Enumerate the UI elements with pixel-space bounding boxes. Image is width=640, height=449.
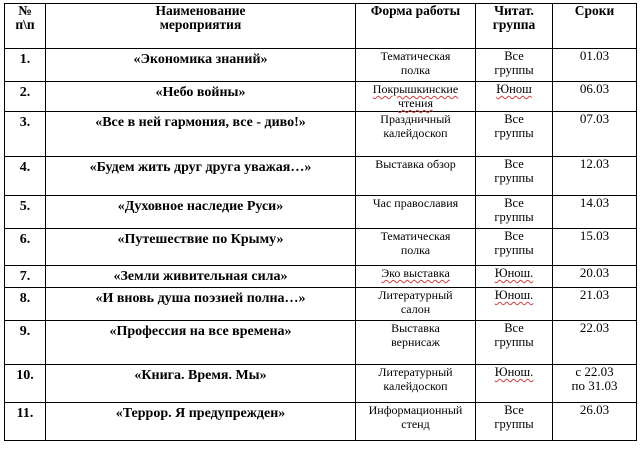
row-num: 5. <box>5 196 46 229</box>
row-name: «Земли живительная сила» <box>46 266 356 288</box>
row-form: Выставка вернисаж <box>356 321 476 365</box>
row-group: Все группы <box>476 196 553 229</box>
row-group: Все группы <box>476 157 553 196</box>
row-group: Все группы <box>476 403 553 441</box>
row-group: Юнош. <box>476 266 553 288</box>
row-date: 21.03 <box>553 288 637 321</box>
header-group: Читат. группа <box>476 4 553 49</box>
table-row <box>5 49 637 82</box>
row-date: 22.03 <box>553 321 637 365</box>
row-name: «Книга. Время. Мы» <box>46 365 356 403</box>
row-group: Все группы <box>476 321 553 365</box>
row-date: 12.03 <box>553 157 637 196</box>
row-num: 8. <box>5 288 46 321</box>
table-row <box>5 112 637 157</box>
row-form: Тематическая полка <box>356 229 476 266</box>
row-group: Все группы <box>476 49 553 82</box>
row-form: Литературный салон <box>356 288 476 321</box>
row-form: Эко выставка <box>356 266 476 288</box>
row-date: 15.03 <box>553 229 637 266</box>
row-date: 01.03 <box>553 49 637 82</box>
table-row <box>5 403 637 441</box>
row-form: Информационный стенд <box>356 403 476 441</box>
row-name: «Духовное наследие Руси» <box>46 196 356 229</box>
row-form: Час православия <box>356 196 476 229</box>
row-date: 06.03 <box>553 82 637 112</box>
table-row <box>5 82 637 112</box>
row-form: Праздничный калейдоскоп <box>356 112 476 157</box>
row-date: 26.03 <box>553 403 637 441</box>
table-row <box>5 365 637 403</box>
row-name: «И вновь душа поэзией полна…» <box>46 288 356 321</box>
row-num: 7. <box>5 266 46 288</box>
row-num: 11. <box>5 403 46 441</box>
row-date: 07.03 <box>553 112 637 157</box>
header-name: Наименование мероприятия <box>46 4 356 49</box>
row-num: 10. <box>5 365 46 403</box>
row-num: 6. <box>5 229 46 266</box>
row-form: Тематическая полка <box>356 49 476 82</box>
row-group: Юнош. <box>476 365 553 403</box>
row-group: Юнош. <box>476 288 553 321</box>
table-row <box>5 157 637 196</box>
table-row <box>5 196 637 229</box>
row-form: Литературный калейдоскоп <box>356 365 476 403</box>
row-form: Выставка обзор <box>356 157 476 196</box>
row-group: Юнош <box>476 82 553 112</box>
table-row <box>5 266 637 288</box>
row-name: «Небо войны» <box>46 82 356 112</box>
header-form: Форма работы <box>356 4 476 49</box>
row-num: 1. <box>5 49 46 82</box>
row-name: «Путешествие по Крыму» <box>46 229 356 266</box>
events-table <box>4 3 637 441</box>
table-header-row <box>5 4 637 49</box>
row-name: «Все в ней гармония, все - диво!» <box>46 112 356 157</box>
header-date: Сроки <box>553 4 637 49</box>
row-date: 14.03 <box>553 196 637 229</box>
row-name: «Будем жить друг друга уважая…» <box>46 157 356 196</box>
row-date: 20.03 <box>553 266 637 288</box>
row-name: «Террор. Я предупрежден» <box>46 403 356 441</box>
row-num: 4. <box>5 157 46 196</box>
row-group: Все группы <box>476 229 553 266</box>
row-form: Покрышкинские чтения <box>356 82 476 112</box>
row-date: с 22.03 по 31.03 <box>553 365 637 403</box>
row-num: 3. <box>5 112 46 157</box>
table-row <box>5 229 637 266</box>
row-group: Все группы <box>476 112 553 157</box>
row-num: 2. <box>5 82 46 112</box>
table-row <box>5 321 637 365</box>
header-num: № п\п <box>5 4 46 49</box>
table-row <box>5 288 637 321</box>
row-num: 9. <box>5 321 46 365</box>
row-name: «Профессия на все времена» <box>46 321 356 365</box>
row-name: «Экономика знаний» <box>46 49 356 82</box>
